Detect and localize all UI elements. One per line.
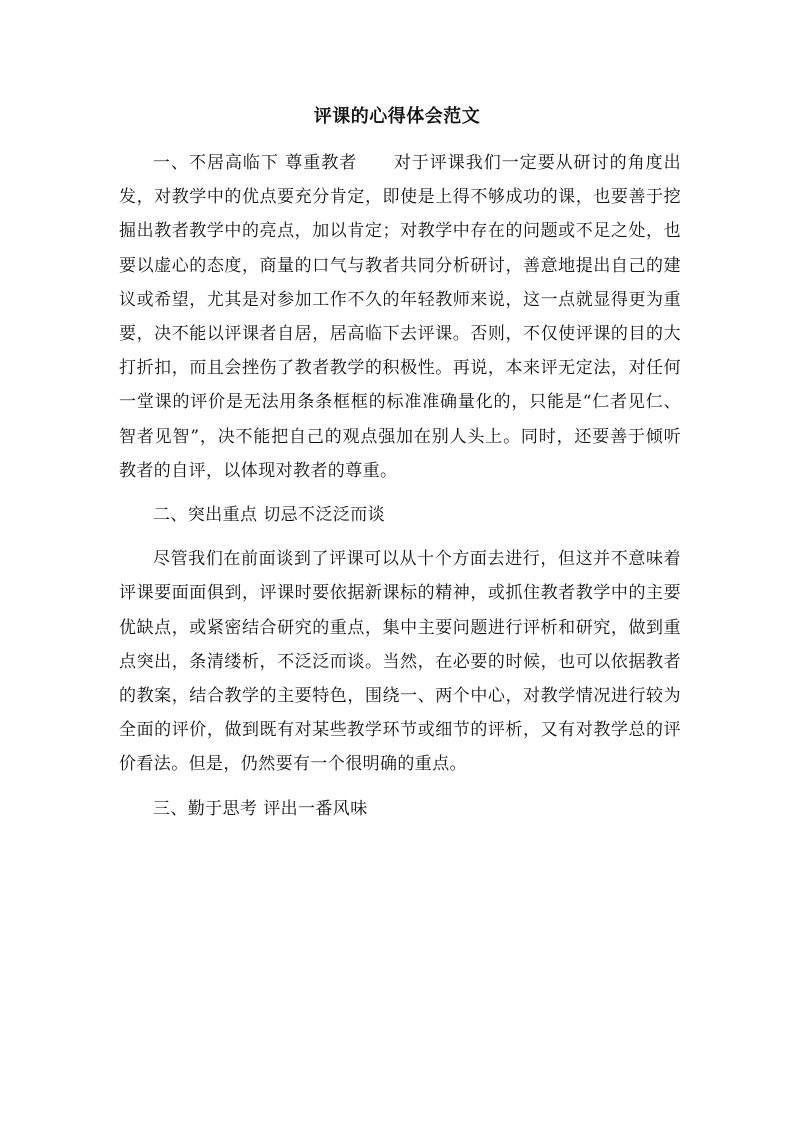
section-2-heading: 二、突出重点 切忌不泛泛而谈 [153, 505, 386, 526]
section-2-text: 尽管我们在前面谈到了评课可以从十个方面去进行，但这并不意味着评课要面面俱到，评课时要依据新课标的精神，或抓住教者教学中的主要优缺点，或紧密结合研究的重点，集中主要问题进行评析和研究，做到重点突出，条清缕析，不泛泛而谈。当然，在必要的时候，也可以依据教者的教案，结合教学的主要特色，围绕一、两个中心，对教学情况进行较为全面的评价，做到既有对某些教学环节或细节的评析，又有对教学总的评价看法。但是，仍然要有一个很明确的重点。 [119, 549, 681, 775]
document-title: 评课的心得体会范文 [313, 106, 481, 127]
section-1-heading: 一、不居高临下 尊重教者 [153, 153, 358, 173]
section-1-paragraph [119, 146, 681, 488]
document-body [119, 146, 681, 826]
section-3-heading: 三、勤于思考 评出一番风味 [153, 798, 368, 819]
section-1-text: 对于评课我们一定要从研讨的角度出发，对教学中的优点要充分肯定，即使是上得不够成功的课，也要善于挖掘出教者教学中的亮点，加以肯定；对教学中存在的问题或不足之处，也要以虚心的态度，商量的口气与教者共同分析研讨，善意地提出自己的建议或希望，尤其是对参加工作不久的年轻教师来说，这一点就显得更为重要，决不能以评课者自居，居高临下去评课。否则，不仅使评课的目的大打折扣，而且会挫伤了教者教学的积极性。再说，本来评无定法，对任何一堂课的评价是无法用条条框框的标准准确量化的，只能是“仁者见仁、智者见智”，决不能把自己的观点强加在别人头上。同时，还要善于倾听教者的自评，以体现对教者的尊重。 [119, 153, 681, 481]
